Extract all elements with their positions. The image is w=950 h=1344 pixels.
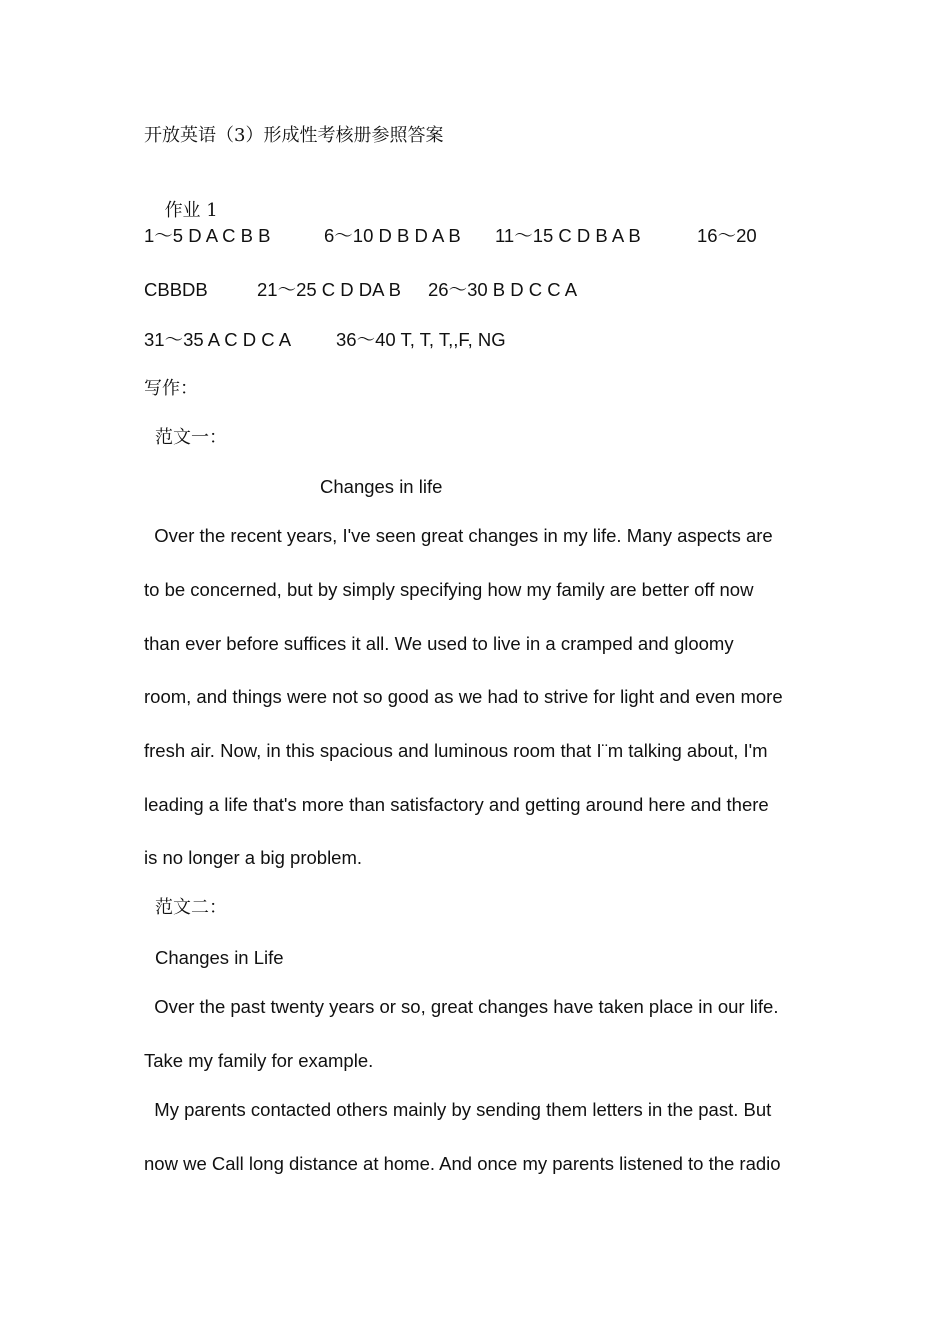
answer-group: 31～35 A C D C A	[144, 329, 292, 350]
answer-group: 11～15 C D B A B	[495, 225, 641, 246]
answer-group: 16～20	[697, 225, 757, 246]
answer-row-1	[144, 224, 844, 248]
sample-1-line: Over the recent years, I've seen great changes in my life. Many aspects are	[144, 525, 773, 546]
sample-2-line: Take my family for example.	[144, 1050, 374, 1071]
answer-group: 36～40 T, T, T,,F, NG	[336, 329, 506, 350]
sample-1-line: is no longer a big problem.	[144, 847, 363, 868]
document-title: 开放英语（3）形成性考核册参照答案	[144, 125, 444, 146]
sample-1-line: than ever before suffices it all. We used to live in a cramped and gloomy	[144, 633, 734, 654]
sample-2-line: now we Call long distance at home. And once my parents listened to the radio	[144, 1153, 781, 1174]
sample-2-line: Over the past twenty years or so, great changes have taken place in our life.	[144, 996, 779, 1017]
answer-group: 6～10 D B D A B	[324, 225, 461, 246]
answer-group: 26～30 B D C C A	[428, 279, 578, 300]
sample-2-line: My parents contacted others mainly by sending them letters in the past. But	[144, 1099, 772, 1120]
sample-1-line: leading a life that's more than satisfactory and getting around here and there	[144, 794, 769, 815]
writing-label: 写作：	[144, 378, 198, 399]
assignment-heading-text: 作业 1	[164, 200, 218, 221]
sample-1-line: to be concerned, but by simply specifying how my family are better off now	[144, 579, 754, 600]
sample-2-title: Changes in Life	[155, 947, 284, 968]
sample-1-line: fresh air. Now, in this spacious and luminous room that I¨m talking about, I'm	[144, 740, 768, 761]
sample-2-label: 范文二：	[155, 897, 227, 918]
answer-group: 21～25 C D DA B	[257, 279, 401, 300]
answer-row-2	[144, 278, 844, 302]
sample-1-line: room, and things were not so good as we had to strive for light and even more	[144, 686, 783, 707]
answer-row-3	[144, 328, 844, 352]
answer-group: CBBDB	[144, 279, 208, 300]
answer-group: 1～5 D A C B B	[144, 225, 271, 246]
sample-1-label: 范文一：	[155, 427, 227, 448]
sample-1-title: Changes in life	[320, 476, 443, 497]
